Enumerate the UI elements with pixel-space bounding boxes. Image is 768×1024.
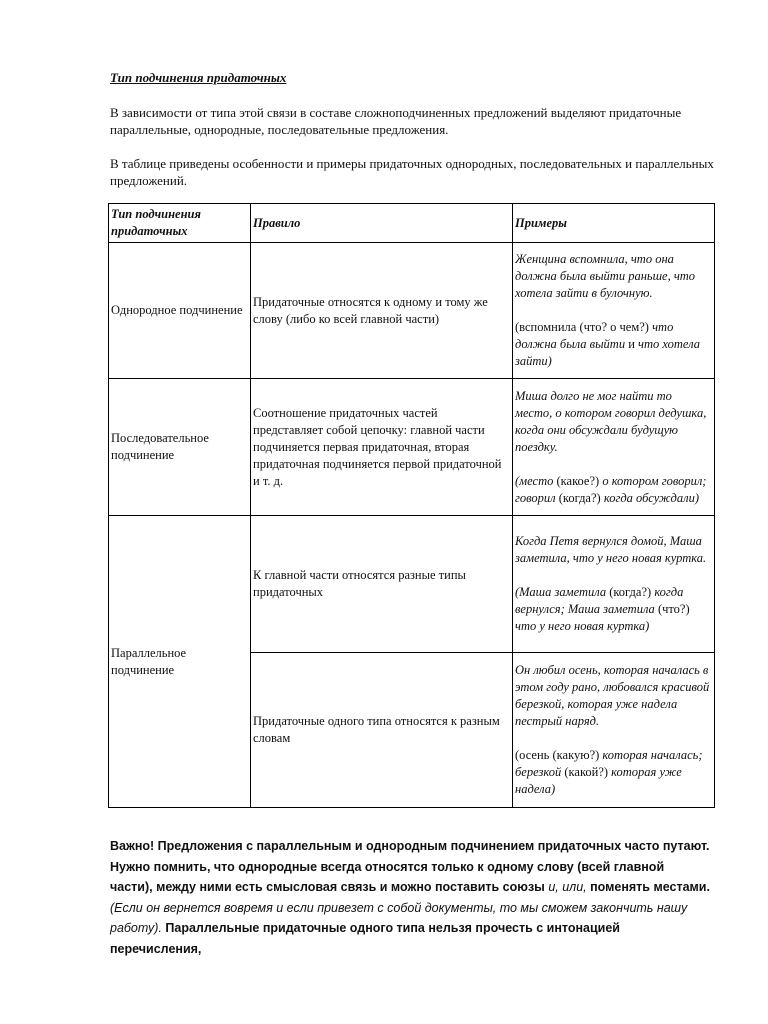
example-analysis: (осень (какую?) которая началась; березкой (какой?) которая уже надела) <box>515 748 703 796</box>
rule-cell: Придаточные относятся к одному и тому же слову (либо ко всей главной части) <box>251 243 513 379</box>
header-rule: Правило <box>251 204 513 243</box>
important-note <box>110 836 710 959</box>
table-row <box>109 243 715 379</box>
table-header-row <box>109 204 715 243</box>
example-cell <box>513 653 715 808</box>
example-analysis: (Маша заметила (когда?) когда вернулся; Маша заметила (что?) что у него новая куртка) <box>515 585 690 633</box>
intro-paragraph: В зависимости от типа этой связи в составе сложноподчиненных предложений выделяют придаточные параллельные, однородные, последовательные предложения. <box>110 105 682 137</box>
subordination-table <box>108 203 715 808</box>
type-cell: Однородное подчинение <box>109 243 251 379</box>
rule-cell: Придаточные одного типа относятся к разным словам <box>251 653 513 808</box>
example-sentence: Женщина вспомнила, что она должна была выйти раньше, что хотела зайти в булочную. <box>515 252 696 300</box>
table-row <box>109 516 715 653</box>
note-text-3: Параллельные придаточные одного типа нельзя прочесть с интонацией перечисления, <box>110 921 620 956</box>
table-intro-paragraph: В таблице приведены особенности и примеры придаточных однородных, последовательных и параллельных предложений. <box>110 156 714 188</box>
note-text: Предложения с параллельным и однородным подчинением придаточных часто путают. Нужно помнить, что однородные всегда относятся только к одному слову (всей главной части), между ними есть смысловая связь и можно поставить союзы <box>110 839 710 894</box>
note-conjunctions: и, или, <box>548 880 587 894</box>
example-analysis: (вспомнила (что? о чем?) что должна была выйти и что хотела зайти) <box>515 320 701 368</box>
header-examples: Примеры <box>513 204 715 243</box>
example-cell <box>513 516 715 653</box>
header-type: Тип подчинения придаточных <box>109 204 251 243</box>
rule-cell: Соотношение придаточных частей представляет собой цепочку: главной части подчиняется первая придаточная, вторая придаточная подчиняется первой придаточной и т. д. <box>251 379 513 516</box>
example-sentence: Он любил осень, которая началась в этом году рано, любовался красивой березкой, которая уже надела пестрый наряд. <box>515 663 710 728</box>
document-title: Тип подчинения придаточных <box>110 70 287 85</box>
note-example: (Если он вернется вовремя и если привезет с собой документы, то мы сможем закончить нашу работу). <box>110 900 688 935</box>
table-row <box>109 379 715 516</box>
type-cell: Параллельное подчинение <box>109 516 251 808</box>
example-cell <box>513 243 715 379</box>
note-lead: Важно! <box>110 839 155 853</box>
example-sentence: Когда Петя вернулся домой, Маша заметила, что у него новая куртка. <box>515 534 707 565</box>
example-sentence: Миша долго не мог найти то место, о котором говорил дедушка, когда они обсуждали будущую поездку. <box>515 388 707 454</box>
example-analysis: (место (какое?) о котором говорил; говорил (когда?) когда обсуждали) <box>515 473 707 505</box>
example-cell <box>513 379 715 516</box>
rule-cell: К главной части относятся разные типы придаточных <box>251 516 513 653</box>
note-text-2: поменять местами. <box>586 880 710 894</box>
type-cell: Последовательное подчинение <box>109 379 251 516</box>
